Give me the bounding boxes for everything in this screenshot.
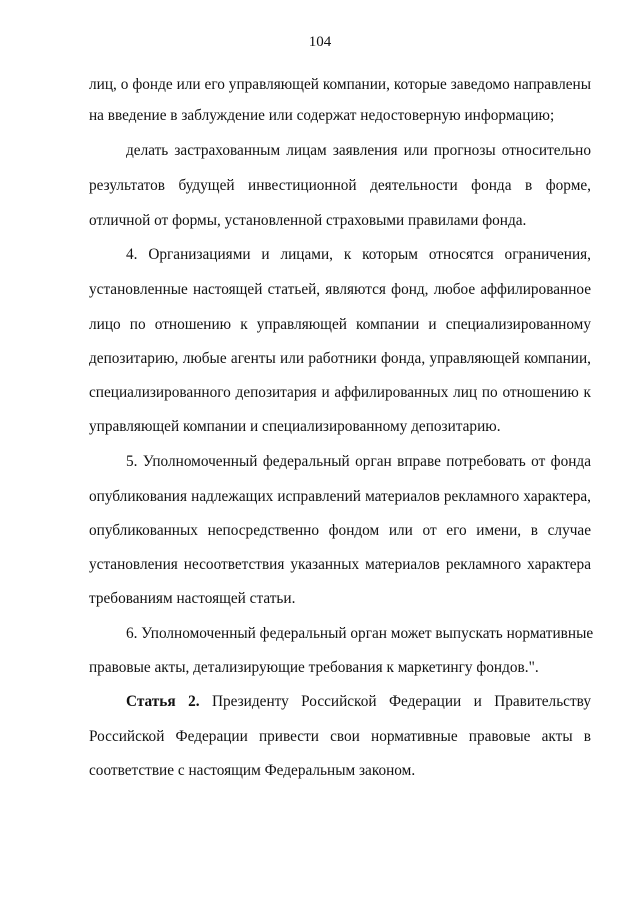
text-line: Российской Федерации привести свои нормативные правовые акты в (89, 728, 591, 745)
text-line: 5. Уполномоченный федеральный орган вправе потребовать от фонда (126, 453, 591, 470)
text-line: правовые акты, детализирующие требования к маркетингу фондов.". (89, 659, 539, 676)
text-line: лиц, о фонде или его управляющей компании, которые заведомо направлены (89, 76, 591, 93)
text-line: опубликованных непосредственно фондом или от его имени, в случае (89, 522, 591, 539)
text-line: управляющей компании и специализированному депозитарию. (89, 418, 501, 435)
text-line: установления несоответствия указанных материалов рекламного характера (89, 556, 591, 573)
text-line: делать застрахованным лицам заявления или прогнозы относительно (126, 142, 591, 159)
text-line: опубликования надлежащих исправлений материалов рекламного характера, (89, 488, 591, 505)
article-label: Статья 2. (126, 693, 200, 710)
text-line: соответствие с настоящим Федеральным законом. (89, 762, 416, 779)
text-line: лицо по отношению к управляющей компании и специализированному (89, 316, 591, 333)
text-line: 4. Организациями и лицами, к которым относятся ограничения, (126, 246, 591, 263)
page-number: 104 (308, 34, 332, 50)
text-line: отличной от формы, установленной страховыми правилами фонда. (89, 212, 527, 229)
text-line: результатов будущей инвестиционной деятельности фонда в форме, (89, 177, 591, 194)
article-text: Президенту Российской Федерации и Правительству (211, 693, 591, 710)
text-line: требованиям настоящей статьи. (89, 590, 296, 607)
text-line: 6. Уполномоченный федеральный орган может выпускать нормативные (126, 625, 594, 642)
article-2-line (126, 693, 591, 711)
text-line: специализированного депозитария и аффилированных лиц по отношению к (89, 384, 591, 401)
text-line: на введение в заблуждение или содержат недостоверную информацию; (89, 107, 555, 124)
text-line: установленные настоящей статьей, являются фонд, любое аффилированное (89, 281, 591, 298)
text-line: депозитарию, любые агенты или работники фонда, управляющей компании, (89, 350, 591, 367)
